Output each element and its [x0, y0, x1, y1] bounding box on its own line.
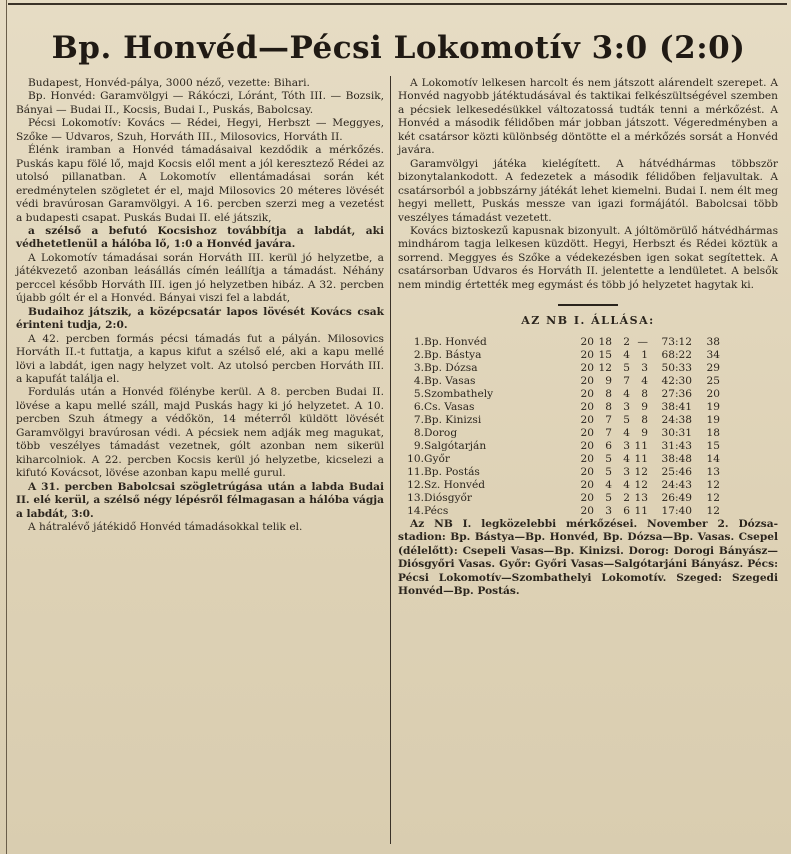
- standings-cell-p: 20: [580, 426, 594, 439]
- standings-cell-pos: 11.: [407, 465, 424, 478]
- top-rule: [8, 3, 787, 5]
- standings-cell-l: 11: [634, 452, 648, 465]
- left-edge-rule: [6, 0, 7, 854]
- standings-cell-w: 8: [605, 400, 612, 413]
- standings-cell-w: 5: [605, 491, 612, 504]
- standings-cell-l: 8: [641, 413, 648, 426]
- standings-cell-pts: 13: [706, 465, 720, 478]
- standings-cell-p: 20: [580, 335, 594, 348]
- standings-cell-pos: 10.: [407, 452, 424, 465]
- standings-cell-d: 4: [623, 452, 630, 465]
- standings-cell-d: 4: [623, 348, 630, 361]
- standings-cell-goals: 26:49: [661, 491, 692, 504]
- report-paragraph: Élénk iramban a Honvéd támadásaival kezdődik a mérkőzés. Puskás kapu fölé lő, majd Kocsis elől ment a jól keresztező Rédei az utolsó pillanatban. A Lokomotív ellentámadásai során két eredménytelen szögletet ér el, majd Milosovics 20 méteres lövését védi bravúrosan Garamvölgyi. A 16. percben szerzi meg a vezetést a budapesti csapat. Puskás Budai II. elé játszik,: [16, 144, 384, 224]
- report-paragraph: A hátralévő játékidő Honvéd támadásokkal telik el.: [28, 520, 303, 533]
- standings-cell-pos: 13.: [407, 491, 424, 504]
- standings-cell-d: 3: [623, 439, 630, 452]
- standings-cell-pos: 8.: [413, 426, 424, 439]
- column-divider: [390, 76, 391, 844]
- standings-cell-w: 12: [598, 361, 612, 374]
- standings-cell-w: 8: [605, 387, 612, 400]
- standings-cell-p: 20: [580, 478, 594, 491]
- standings-cell-w: 15: [598, 348, 612, 361]
- standings-cell-pts: 12: [706, 504, 720, 517]
- standings-cell-goals: 42:30: [661, 374, 692, 387]
- standings-cell-goals: 38:48: [661, 452, 692, 465]
- standings-cell-pos: 5.: [413, 387, 424, 400]
- standings-cell-pos: 9.: [413, 439, 424, 452]
- standings-cell-pts: 19: [706, 413, 720, 426]
- standings-row: [402, 401, 720, 414]
- standings-cell-goals: 25:46: [661, 465, 692, 478]
- standings-row: [402, 427, 720, 440]
- report-paragraph: Budaihoz játszik, a középcsatár lapos lövését Kovács csak érinteni tudja, 2:0.: [16, 305, 384, 332]
- standings-cell-goals: 24:38: [661, 413, 692, 426]
- standings-cell-team: Bp. Vasas: [424, 374, 476, 387]
- standings-cell-pts: 34: [706, 348, 720, 361]
- standings-cell-l: 11: [634, 504, 648, 517]
- standings-row: [402, 505, 720, 518]
- standings-cell-pts: 38: [706, 335, 720, 348]
- standings-cell-team: Bp. Bástya: [424, 348, 482, 361]
- standings-cell-d: 4: [623, 478, 630, 491]
- standings-cell-l: 12: [634, 465, 648, 478]
- standings-cell-team: Diósgyőr: [424, 491, 472, 504]
- standings-cell-pts: 12: [706, 478, 720, 491]
- standings-cell-p: 20: [580, 387, 594, 400]
- standings-cell-goals: 68:22: [661, 348, 692, 361]
- standings-cell-p: 20: [580, 348, 594, 361]
- standings-cell-l: 1: [641, 348, 648, 361]
- standings-cell-team: Pécs: [424, 504, 449, 517]
- standings-cell-w: 5: [605, 452, 612, 465]
- standings-cell-pos: 12.: [407, 478, 424, 491]
- standings-cell-goals: 38:41: [661, 400, 692, 413]
- standings-cell-team: Bp. Kinizsi: [424, 413, 482, 426]
- standings-cell-p: 20: [580, 465, 594, 478]
- standings-cell-goals: 50:33: [661, 361, 692, 374]
- standings-cell-w: 3: [605, 504, 612, 517]
- standings-row: [402, 440, 720, 453]
- standings-cell-pos: 4.: [413, 374, 424, 387]
- report-paragraph: Budapest, Honvéd-pálya, 3000 néző, vezette: Bihari.: [28, 77, 310, 89]
- standings-cell-team: Szombathely: [424, 387, 494, 400]
- standings-cell-d: 2: [623, 335, 630, 348]
- right-column: [398, 77, 778, 598]
- standings-cell-d: 7: [623, 374, 630, 387]
- standings-cell-pts: 20: [706, 387, 720, 400]
- standings-cell-w: 6: [605, 439, 612, 452]
- standings-cell-l: 9: [641, 400, 648, 413]
- commentary: [398, 77, 778, 292]
- standings-cell-pos: 7.: [413, 413, 424, 426]
- standings-cell-goals: 73:12: [661, 335, 692, 348]
- next-matches: [398, 518, 778, 599]
- standings-cell-pos: 6.: [413, 400, 424, 413]
- standings-row: [402, 492, 720, 505]
- standings-cell-w: 18: [598, 335, 612, 348]
- standings-title: AZ NB I. ÁLLÁSA:: [521, 314, 655, 328]
- standings-cell-l: 13: [634, 491, 648, 504]
- standings-row: [402, 479, 720, 492]
- standings-row: [402, 349, 720, 362]
- standings-cell-w: 5: [605, 465, 612, 478]
- standings-cell-team: Bp. Honvéd: [424, 335, 487, 348]
- standings-cell-pts: 14: [706, 452, 720, 465]
- standings-cell-team: Sz. Honvéd: [424, 478, 486, 491]
- standings-cell-d: 5: [623, 361, 630, 374]
- standings-cell-w: 7: [605, 426, 612, 439]
- standings-cell-w: 9: [605, 374, 612, 387]
- standings-cell-pts: 29: [706, 361, 720, 374]
- report-paragraph: Pécsi Lokomotív: Kovács — Rédei, Hegyi, Herbszt — Meggyes, Szőke — Udvaros, Szuh, Horváth III., Milosovics, Horváth II.: [16, 117, 384, 143]
- standings-cell-d: 4: [623, 387, 630, 400]
- left-column: [16, 77, 384, 534]
- standings-cell-l: —: [637, 335, 648, 348]
- standings-cell-l: 9: [641, 426, 648, 439]
- standings-cell-l: 3: [641, 361, 648, 374]
- standings-cell-p: 20: [580, 400, 594, 413]
- standings-cell-goals: 24:43: [661, 478, 692, 491]
- report-paragraph: A 42. percben formás pécsi támadás fut a pályán. Milosovics Horváth II.-t futtatja, a kapus kifut a szélső elé, aki a kapu mellé lövi a labdát, igen nagy helyzet volt. Az utolsó percben Horváth III. a kapufát találja el.: [16, 332, 384, 385]
- standings-row: [402, 466, 720, 479]
- commentary-paragraph: A Lokomotív lelkesen harcolt és nem játszott alárendelt szerepet. A Honvéd nagyobb játéktudásával és taktikai felkészültségével szemben a pécsiek lelkesedésükkel változatossá tudták tenni a mérkőzést. A Honvéd a második félidőben már jobban játszott. Végeredményben a két csatársor közti különbség döntötte el a mérkőzés sorsát a Honvéd javára.: [398, 77, 778, 157]
- standings-row: [402, 388, 720, 401]
- standings-table: [402, 336, 720, 518]
- standings-cell-p: 20: [580, 413, 594, 426]
- standings-cell-goals: 27:36: [661, 387, 692, 400]
- report-paragraph: Bp. Honvéd: Garamvölgyi — Rákóczi, Lóránt, Tóth III. — Bozsik, Bányai — Budai II., Kocsis, Budai I., Puskás, Babolcsay.: [16, 90, 384, 116]
- report-paragraph: Fordulás után a Honvéd fölénybe kerül. A 8. percben Budai II. lövése a kapu mellé száll, majd Puskás hagy ki jó helyzetet. A 10. percben Szuh átmegy a védőkön, 14 méterről küldött lövését Garamvölgyi bravúrosan védi. A pécsiek nem adják meg magukat, több veszélyes támadást vezetnek, gólt azonban nem sikerül kiharcolniok. A 22. percben Kocsis kerül jó helyzetbe, kicselezi a kifutó Kovácsot, lövése azonban kapu mellé gurul.: [16, 386, 384, 480]
- standings-cell-pts: 12: [706, 491, 720, 504]
- standings-cell-goals: 30:31: [661, 426, 692, 439]
- standings-cell-pts: 19: [706, 400, 720, 413]
- standings-cell-pts: 18: [706, 426, 720, 439]
- report-paragraph: A Lokomotív támadásai során Horváth III. kerül jó helyzetbe, a játékvezető azonban leásállás címén leállítja a támadást. Néhány perccel később Horváth III. igen jó helyzetben hibáz. A 32. percben újabb gólt ér el a Honvéd. Bányai viszi fel a labdát,: [16, 251, 384, 305]
- standings-row: [402, 362, 720, 375]
- standings-cell-team: Dorog: [424, 426, 458, 439]
- standings-cell-goals: 17:40: [661, 504, 692, 517]
- standings-cell-l: 12: [634, 478, 648, 491]
- headline: Bp. Honvéd—Pécsi Lokomotív 3:0 (2:0): [51, 30, 746, 66]
- commentary-paragraph: Garamvölgyi játéka kielégített. A hátvédhármas többször bizonytalankodott. A fedezetek a második félidőben feljavultak. A csatársorból a jobbszárny játékát lehet kiemelni. Budai I. nem élt meg hegyi mellett, Puskás messze van igazi formájától. Babolcsai több veszélyes támadást vezetett.: [398, 157, 778, 224]
- standings-cell-p: 20: [580, 374, 594, 387]
- standings-row: [402, 414, 720, 427]
- standings-cell-l: 8: [641, 387, 648, 400]
- standings-cell-w: 4: [605, 478, 612, 491]
- standings-cell-team: Salgótarján: [424, 439, 487, 452]
- standings-row: [402, 336, 720, 349]
- standings-cell-team: Bp. Postás: [424, 465, 480, 478]
- commentary-paragraph: Kovács biztoskezű kapusnak bizonyult. A jóltömörülő hátvédhármas mindhárom tagja lelkesen küzdött. Hegyi, Herbszt és Rédei köztük a sorrend. Meggyes és Szőke a védekezésben igen sokat segítettek. A csatársorban Udvaros és Horváth II. jelentette a lendületet. A belsők nem mindig értették meg egymást és több jó helyzetet hagytak ki.: [398, 224, 778, 291]
- standings-cell-team: Győr: [424, 452, 450, 465]
- standings-cell-d: 2: [623, 491, 630, 504]
- standings-cell-d: 3: [623, 400, 630, 413]
- standings-cell-p: 20: [580, 361, 594, 374]
- standings-cell-w: 7: [605, 413, 612, 426]
- standings-cell-d: 6: [623, 504, 630, 517]
- standings-cell-d: 4: [623, 426, 630, 439]
- standings-cell-p: 20: [580, 439, 594, 452]
- standings-cell-p: 20: [580, 491, 594, 504]
- standings-cell-pts: 15: [706, 439, 720, 452]
- report-paragraph: A 31. percben Babolcsai szögletrúgása után a labda Budai II. elé kerül, a szélső négy lépésről félmagasan a hálóba vágja a labdát, 3:0.: [16, 480, 384, 520]
- separator-rule: [558, 304, 618, 306]
- standings-cell-pos: 2.: [413, 348, 424, 361]
- standings-cell-pos: 3.: [413, 361, 424, 374]
- standings-cell-l: 4: [641, 374, 648, 387]
- standings-cell-l: 11: [634, 439, 648, 452]
- standings-cell-p: 20: [580, 504, 594, 517]
- standings-cell-goals: 31:43: [661, 439, 692, 452]
- standings-row: [402, 375, 720, 388]
- standings-cell-d: 3: [623, 465, 630, 478]
- standings-cell-pos: 1.: [413, 335, 424, 348]
- standings-cell-p: 20: [580, 452, 594, 465]
- report-paragraph: a szélső a befutó Kocsishoz továbbítja a labdát, aki védhetetlenül a hálóba lő, 1:0 a Honvéd javára.: [16, 224, 384, 251]
- standings-cell-team: Cs. Vasas: [424, 400, 475, 413]
- standings-row: [402, 453, 720, 466]
- next-matches-text: Az NB I. legközelebbi mérkőzései. November 2. Dózsa-stadion: Bp. Bástya—Bp. Honvéd, Bp. Dózsa—Bp. Vasas. Csepel (délelőtt): Csepeli Vasas—Bp. Kinizsi. Dorog: Dorogi Bányász—Diósgyőri Vasas. Győr: Győri Vasas—Salgótarjáni Bányász. Pécs: Pécsi Lokomotív—Szombathelyi Lokomotív. Szeged: Szegedi Honvéd—Bp. Postás.: [398, 517, 778, 597]
- standings-cell-pts: 25: [706, 374, 720, 387]
- standings-cell-d: 5: [623, 413, 630, 426]
- standings-cell-pos: 14.: [407, 504, 424, 517]
- standings-cell-team: Bp. Dózsa: [424, 361, 478, 374]
